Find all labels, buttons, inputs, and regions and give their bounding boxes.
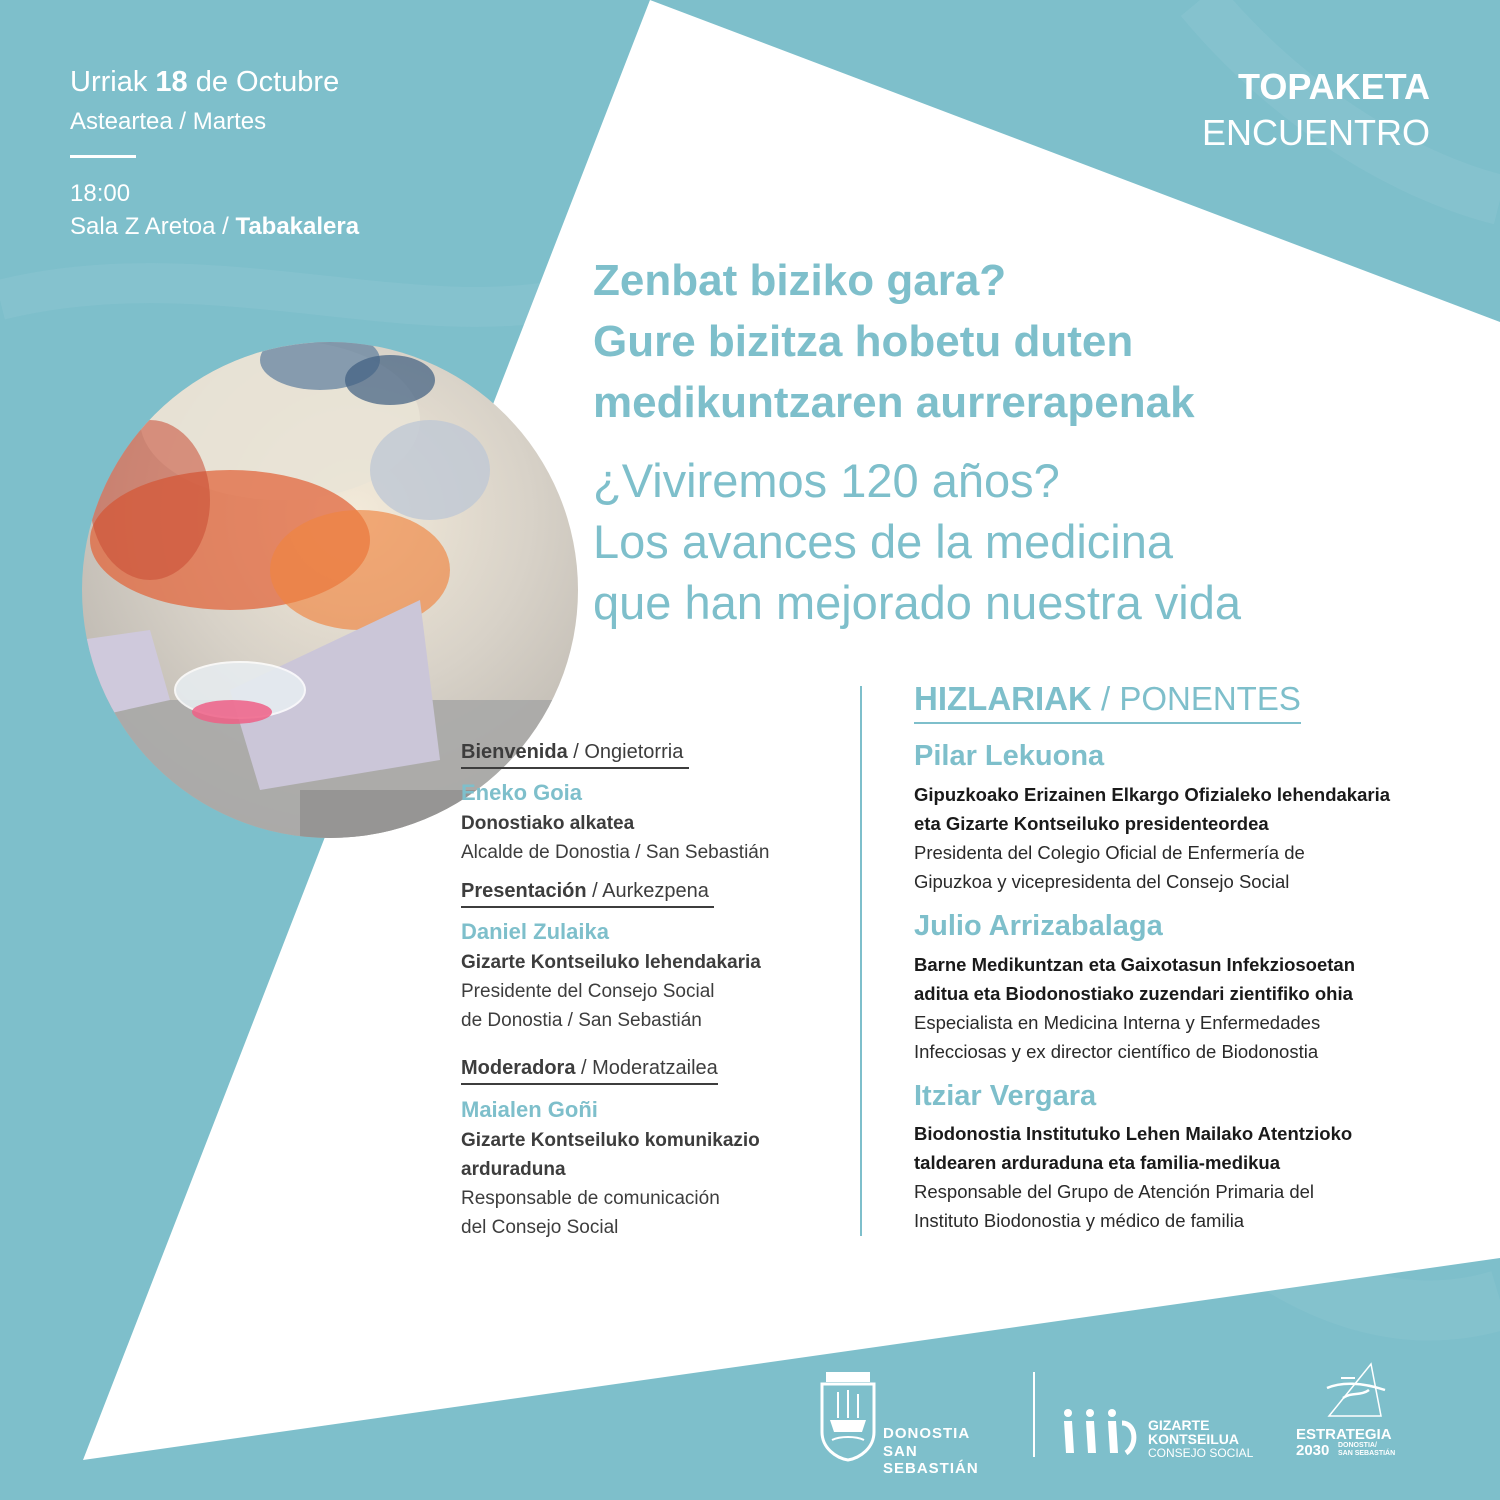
speaker-role-spanish: Especialista en Medicina Interna y Enfermedades	[914, 1012, 1321, 1033]
donostia-shield-icon	[818, 1370, 878, 1462]
decor-swoosh	[0, 283, 560, 307]
heading-bold: Presentación	[461, 880, 587, 902]
logo-estrategia-2030	[1296, 1360, 1416, 1465]
person-name: Daniel Zulaika	[461, 919, 609, 944]
title-es-line: que han mejorado nuestra vida	[593, 576, 1241, 629]
event-weekday: Asteartea / Martes	[70, 108, 267, 135]
date-prefix: Urriak	[70, 66, 148, 98]
divider	[70, 155, 136, 158]
heading-light: / Moderatzailea	[581, 1057, 718, 1079]
event-tag-eu: TOPAKETA	[1237, 66, 1430, 107]
event-time: 18:00	[70, 180, 131, 207]
logo-donostia	[818, 1370, 1018, 1477]
person-name: Eneko Goia	[461, 780, 583, 805]
role-spanish: Presidente del Consejo Social	[461, 981, 715, 1002]
role-basque: Gizarte Kontseiluko komunikazio	[461, 1130, 760, 1151]
title-es-line: Los avances de la medicina	[593, 515, 1174, 568]
speaker-role-basque: Biodonostia Institutuko Lehen Mailako Atentzioko	[914, 1123, 1353, 1144]
speaker-name: Pilar Lekuona	[914, 740, 1105, 772]
speaker-name: Julio Arrizabalaga	[914, 910, 1163, 942]
program-presentation	[461, 880, 714, 908]
title-eu-line: medikuntzaren aurrerapenak	[593, 378, 1195, 427]
column-divider	[860, 686, 862, 1236]
title-eu-line: Gure bizitza hobetu duten	[593, 317, 1134, 366]
venue-name: Tabakalera	[235, 213, 360, 240]
speaker-role-spanish: Infecciosas y ex director científico de Biodonostia	[914, 1041, 1319, 1062]
section-heading	[461, 741, 689, 769]
speakers-heading	[914, 680, 1301, 724]
estrategia-2030-icon	[1321, 1360, 1391, 1420]
event-date	[70, 66, 339, 99]
person-name: Maialen Goñi	[461, 1097, 598, 1122]
speaker-role-basque: taldearen arduraduna eta familia-medikua	[914, 1152, 1281, 1173]
role-spanish: del Consejo Social	[461, 1217, 619, 1238]
heading-bold: HIZLARIAK	[914, 680, 1092, 717]
speaker-name: Itziar Vergara	[914, 1080, 1097, 1112]
speaker-role-spanish: Presidenta del Colegio Oficial de Enfermería de	[914, 842, 1305, 863]
speaker-role-basque: Gipuzkoako Erizainen Elkargo Ofizialeko lehendakaria	[914, 784, 1391, 805]
estrategia-text-2: 2030	[1296, 1442, 1330, 1459]
date-day: 18	[155, 66, 188, 98]
section-heading	[461, 1057, 718, 1085]
speaker-role-spanish: Gipuzkoa y vicepresidenta del Consejo Social	[914, 871, 1290, 892]
speaker-role-spanish: Responsable del Grupo de Atención Primaria del	[914, 1181, 1315, 1202]
program-moderator	[461, 1057, 718, 1085]
gizarte-text-3: CONSEJO SOCIAL	[1148, 1446, 1254, 1460]
title-eu-line: Zenbat biziko gara?	[593, 256, 1007, 305]
role-basque: Donostiako alkatea	[461, 813, 635, 834]
title-spanish	[593, 450, 1241, 633]
heading-light: / Aurkezpena	[592, 880, 709, 902]
gizarte-text-2: KONTSEILUA	[1148, 1431, 1239, 1447]
speaker-role-basque: Barne Medikuntzan eta Gaixotasun Infekziosoetan	[914, 954, 1356, 975]
role-spanish: Responsable de comunicación	[461, 1188, 720, 1209]
estrategia-text-1: ESTRATEGIA	[1296, 1426, 1392, 1443]
program-welcome	[461, 741, 689, 769]
gizarte-text-1: GIZARTE	[1148, 1417, 1210, 1433]
speaker-role-basque: eta Gizarte Kontseiluko presidenteordea	[914, 813, 1269, 834]
role-basque: arduraduna	[461, 1159, 566, 1180]
heading-bold: Bienvenida	[461, 741, 568, 763]
donostia-text-2: SAN SEBASTIÁN	[883, 1443, 979, 1477]
event-venue	[70, 213, 359, 241]
gizarte-kontseilua-icon	[1058, 1405, 1140, 1457]
logo-gizarte-kontseilua	[1058, 1405, 1258, 1465]
role-spanish: Alcalde de Donostia / San Sebastián	[461, 842, 770, 863]
title-es-line: ¿Viviremos 120 años?	[593, 454, 1060, 507]
venue-prefix: Sala Z Aretoa /	[70, 213, 229, 240]
logo-divider	[1033, 1372, 1035, 1457]
speaker-role-basque: aditua eta Biodonostiako zuzendari zientifiko ohia	[914, 983, 1353, 1004]
speaker-role-spanish: Instituto Biodonostia y médico de familia	[914, 1210, 1245, 1231]
section-heading	[461, 880, 714, 908]
heading-light: / PONENTES	[1100, 680, 1301, 717]
date-suffix: de Octubre	[195, 66, 340, 98]
title-basque	[593, 250, 1195, 433]
heading-bold: Moderadora	[461, 1057, 576, 1079]
role-basque: Gizarte Kontseiluko lehendakaria	[461, 952, 761, 973]
estrategia-text-4: SAN SEBASTIÁN	[1338, 1450, 1396, 1457]
heading-light: / Ongietorria	[573, 741, 684, 763]
event-tag-es: ENCUENTRO	[1201, 112, 1430, 153]
donostia-text-1: DONOSTIA	[883, 1425, 971, 1442]
estrategia-text-3: DONOSTIA/	[1338, 1442, 1377, 1449]
role-spanish: de Donostia / San Sebastián	[461, 1010, 702, 1031]
